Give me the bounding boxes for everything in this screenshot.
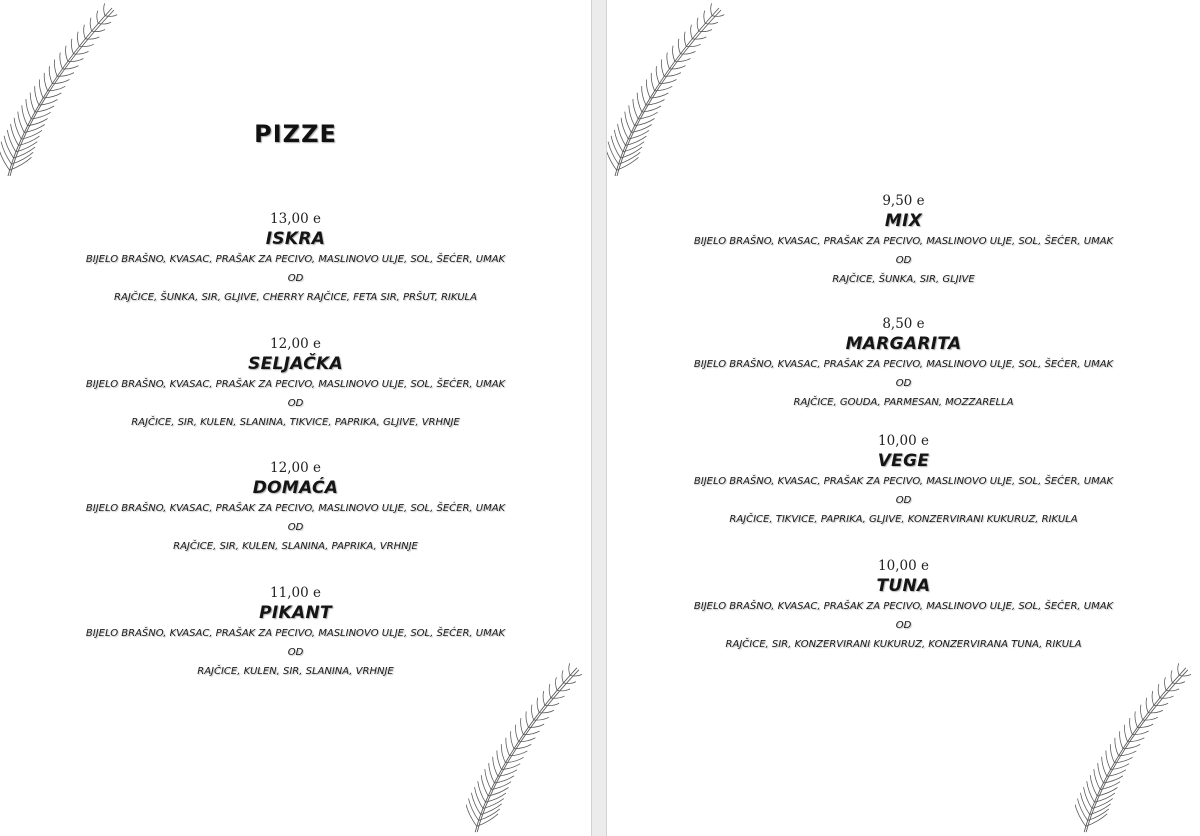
sprig-needle (686, 44, 701, 46)
sprig-needle (1124, 725, 1127, 742)
sprig-needle (44, 73, 47, 91)
sprig-needle (1115, 738, 1119, 756)
sprig-needle (1106, 751, 1111, 770)
sprig-needle (521, 718, 524, 735)
sprig-needle (77, 32, 79, 47)
item-price: 12,00 e (270, 336, 321, 352)
menu-item (0, 210, 591, 307)
rosemary-sprig-icon (1075, 660, 1200, 836)
description-line: RAJČICE, KULEN, SIR, SLANINA, VRHNJE (197, 666, 394, 677)
item-description (81, 375, 511, 432)
rosemary-sprig-icon (466, 660, 591, 836)
sprig-needle (1087, 781, 1095, 802)
description-line: RAJČICE, SIR, KONZERVIRANI KUKURUZ, KONZERVIRANA TUNA, RIKULA (725, 639, 1082, 650)
sprig-needle (39, 80, 43, 99)
menu-item (607, 432, 1200, 529)
item-price: 10,00 e (878, 433, 929, 449)
sprig-needle (526, 711, 528, 727)
sprig-needle (1090, 775, 1097, 796)
sprig-needle (680, 51, 695, 54)
sprig-needle (661, 59, 664, 76)
sprig-needle (1102, 757, 1107, 777)
description-line: BIJELO BRAŠNO, KVASAC, PRAŠAK ZA PECIVO, MASLINOVO ULJE, SOL, ŠEĆER, UMAK OD (85, 503, 506, 533)
item-price: 13,00 e (270, 211, 321, 227)
sprig-needle (511, 731, 514, 749)
rosemary-sprig-icon (0, 0, 125, 180)
sprig-needle (489, 763, 495, 783)
menu-page-right (607, 0, 1200, 836)
item-price: 8,50 e (882, 316, 925, 332)
sprig-needle (85, 37, 99, 39)
sprig-needle (493, 757, 498, 777)
sprig-needle (1171, 670, 1172, 683)
sprig-needle (73, 51, 88, 54)
sprig-needle (633, 99, 638, 119)
item-description (689, 597, 1119, 654)
item-name: VEGE (877, 451, 930, 471)
item-description (689, 355, 1119, 412)
sprig-needle (515, 725, 518, 742)
description-line: BIJELO BRAŠNO, KVASAC, PRAŠAK ZA PECIVO, MASLINOVO ULJE, SOL, ŠEĆER, UMAK OD (693, 601, 1114, 631)
sprig-needle (1152, 691, 1154, 705)
sprig-needle (1120, 731, 1123, 749)
sprig-needle (692, 37, 706, 39)
description-line: BIJELO BRAŠNO, KVASAC, PRAŠAK ZA PECIVO, MASLINOVO ULJE, SOL, ŠEĆER, UMAK OD (85, 628, 506, 658)
item-name: SELJAČKA (248, 354, 343, 374)
sprig-needle (545, 703, 559, 705)
sprig-needle (1179, 674, 1191, 676)
rosemary-sprig-icon (607, 0, 732, 180)
item-price: 10,00 e (878, 558, 929, 574)
sprig-needle (1165, 677, 1167, 690)
sprig-needle (105, 15, 117, 17)
sprig-needle (1166, 689, 1179, 691)
page-heading: PIZZE (254, 120, 337, 148)
description-line: BIJELO BRAŠNO, KVASAC, PRAŠAK ZA PECIVO, MASLINOVO ULJE, SOL, ŠEĆER, UMAK OD (693, 236, 1114, 266)
sprig-needle (684, 32, 686, 47)
sprig-needle (697, 18, 699, 31)
sprig-needle (1178, 663, 1179, 675)
menu-item (0, 335, 591, 432)
description-line: RAJČICE, TIKVICE, PAPRIKA, GLJIVE, KONZERVIRANI KUKURUZ, RIKULA (729, 514, 1078, 525)
sprig-needle (1135, 711, 1137, 727)
sprig-needle (66, 46, 68, 62)
sprig-needle (667, 53, 670, 69)
sprig-needle (569, 663, 570, 675)
menu-item (607, 315, 1200, 412)
sprig-needle (556, 677, 558, 690)
sprig-needle (637, 93, 642, 113)
sprig-needle (691, 25, 693, 39)
sprig-needle (71, 39, 73, 54)
sprig-needle (608, 142, 618, 165)
sprig-needle (629, 105, 635, 125)
sprig-needle (562, 670, 563, 683)
sprig-needle (642, 86, 646, 105)
item-price: 9,50 e (882, 193, 925, 209)
sprig-needle (79, 44, 94, 46)
sprig-needle (1098, 763, 1104, 783)
menu-item (607, 557, 1200, 654)
menu-item (607, 192, 1200, 289)
item-description (689, 232, 1119, 289)
sprig-needle (60, 53, 63, 69)
sprig-needle (551, 696, 565, 698)
sprig-needle (651, 73, 654, 91)
sprig-needle (646, 80, 650, 99)
item-name: TUNA (876, 576, 931, 596)
sprig-needle (90, 18, 92, 31)
item-price: 11,00 e (270, 585, 321, 601)
sprig-needle (1110, 744, 1114, 763)
sprig-needle (468, 799, 478, 821)
item-name: MARGARITA (845, 334, 962, 354)
sprig-needle (1154, 703, 1168, 705)
sprig-needle (97, 11, 98, 24)
sprig-needle (35, 86, 39, 105)
sprig-needle (537, 698, 539, 713)
sprig-needle (54, 59, 57, 76)
sprig-needle (699, 30, 712, 32)
sprig-needle (618, 124, 626, 146)
item-name: MIX (884, 211, 923, 231)
sprig-needle (481, 775, 488, 796)
description-line: RAJČICE, ŠUNKA, SIR, GLJIVE (832, 274, 975, 285)
sprig-needle (1130, 718, 1133, 735)
description-line: BIJELO BRAŠNO, KVASAC, PRAŠAK ZA PECIVO, MASLINOVO ULJE, SOL, ŠEĆER, UMAK OD (693, 359, 1114, 389)
sprig-needle (563, 682, 576, 684)
sprig-needle (1077, 799, 1087, 821)
sprig-needle (656, 66, 659, 83)
sprig-needle (539, 710, 554, 713)
menu-page-left (0, 0, 591, 836)
sprig-needle (49, 66, 52, 83)
item-price: 12,00 e (270, 460, 321, 476)
sprig-needle (549, 684, 551, 698)
description-line: RAJČICE, SIR, KULEN, SLANINA, PAPRIKA, VRHNJE (173, 541, 418, 552)
sprig-needle (497, 751, 502, 770)
sprig-needle (1140, 705, 1142, 720)
sprig-needle (621, 118, 628, 139)
sprig-needle (673, 46, 675, 62)
sprig-needle (1146, 698, 1148, 713)
sprig-needle (98, 22, 111, 24)
sprig-needle (678, 39, 680, 54)
sprig-needle (1148, 710, 1163, 713)
sprig-needle (557, 689, 570, 691)
sprig-needle (705, 22, 718, 24)
item-description (81, 499, 511, 556)
sprig-needle (26, 99, 31, 119)
description-line: RAJČICE, GOUDA, PARMESAN, MOZZARELLA (793, 397, 1014, 408)
sprig-needle (711, 3, 712, 15)
sprig-needle (712, 15, 724, 17)
sprig-needle (84, 25, 86, 39)
item-name: PIKANT (259, 603, 332, 623)
description-line: BIJELO BRAŠNO, KVASAC, PRAŠAK ZA PECIVO, MASLINOVO ULJE, SOL, ŠEĆER, UMAK OD (85, 379, 506, 409)
sprig-needle (501, 744, 505, 763)
description-line: BIJELO BRAŠNO, KVASAC, PRAŠAK ZA PECIVO, MASLINOVO ULJE, SOL, ŠEĆER, UMAK OD (85, 254, 506, 284)
sprig-needle (478, 781, 486, 802)
sprig-needle (1172, 682, 1185, 684)
item-description (81, 250, 511, 307)
sprig-needle (1158, 684, 1160, 698)
item-name: ISKRA (265, 229, 326, 249)
item-description (689, 472, 1119, 529)
sprig-needle (531, 705, 533, 720)
sprig-needle (704, 11, 705, 24)
page-divider (591, 0, 607, 836)
sprig-needle (92, 30, 105, 32)
sprig-needle (570, 674, 582, 676)
sprig-needle (1160, 696, 1174, 698)
sprig-needle (543, 691, 545, 705)
menu-item (0, 459, 591, 556)
description-line: RAJČICE, SIR, KULEN, SLANINA, TIKVICE, PAPRIKA, GLJIVE, VRHNJE (131, 417, 460, 428)
description-line: RAJČICE, ŠUNKA, SIR, GLJIVE, CHERRY RAJČICE, FETA SIR, PRŠUT, RIKULA (114, 292, 477, 303)
sprig-needle (506, 738, 510, 756)
sprig-needle (104, 3, 105, 15)
item-name: DOMAĆA (252, 478, 339, 498)
description-line: BIJELO BRAŠNO, KVASAC, PRAŠAK ZA PECIVO, MASLINOVO ULJE, SOL, ŠEĆER, UMAK OD (693, 476, 1114, 506)
sprig-needle (30, 93, 35, 113)
item-description (81, 624, 511, 681)
